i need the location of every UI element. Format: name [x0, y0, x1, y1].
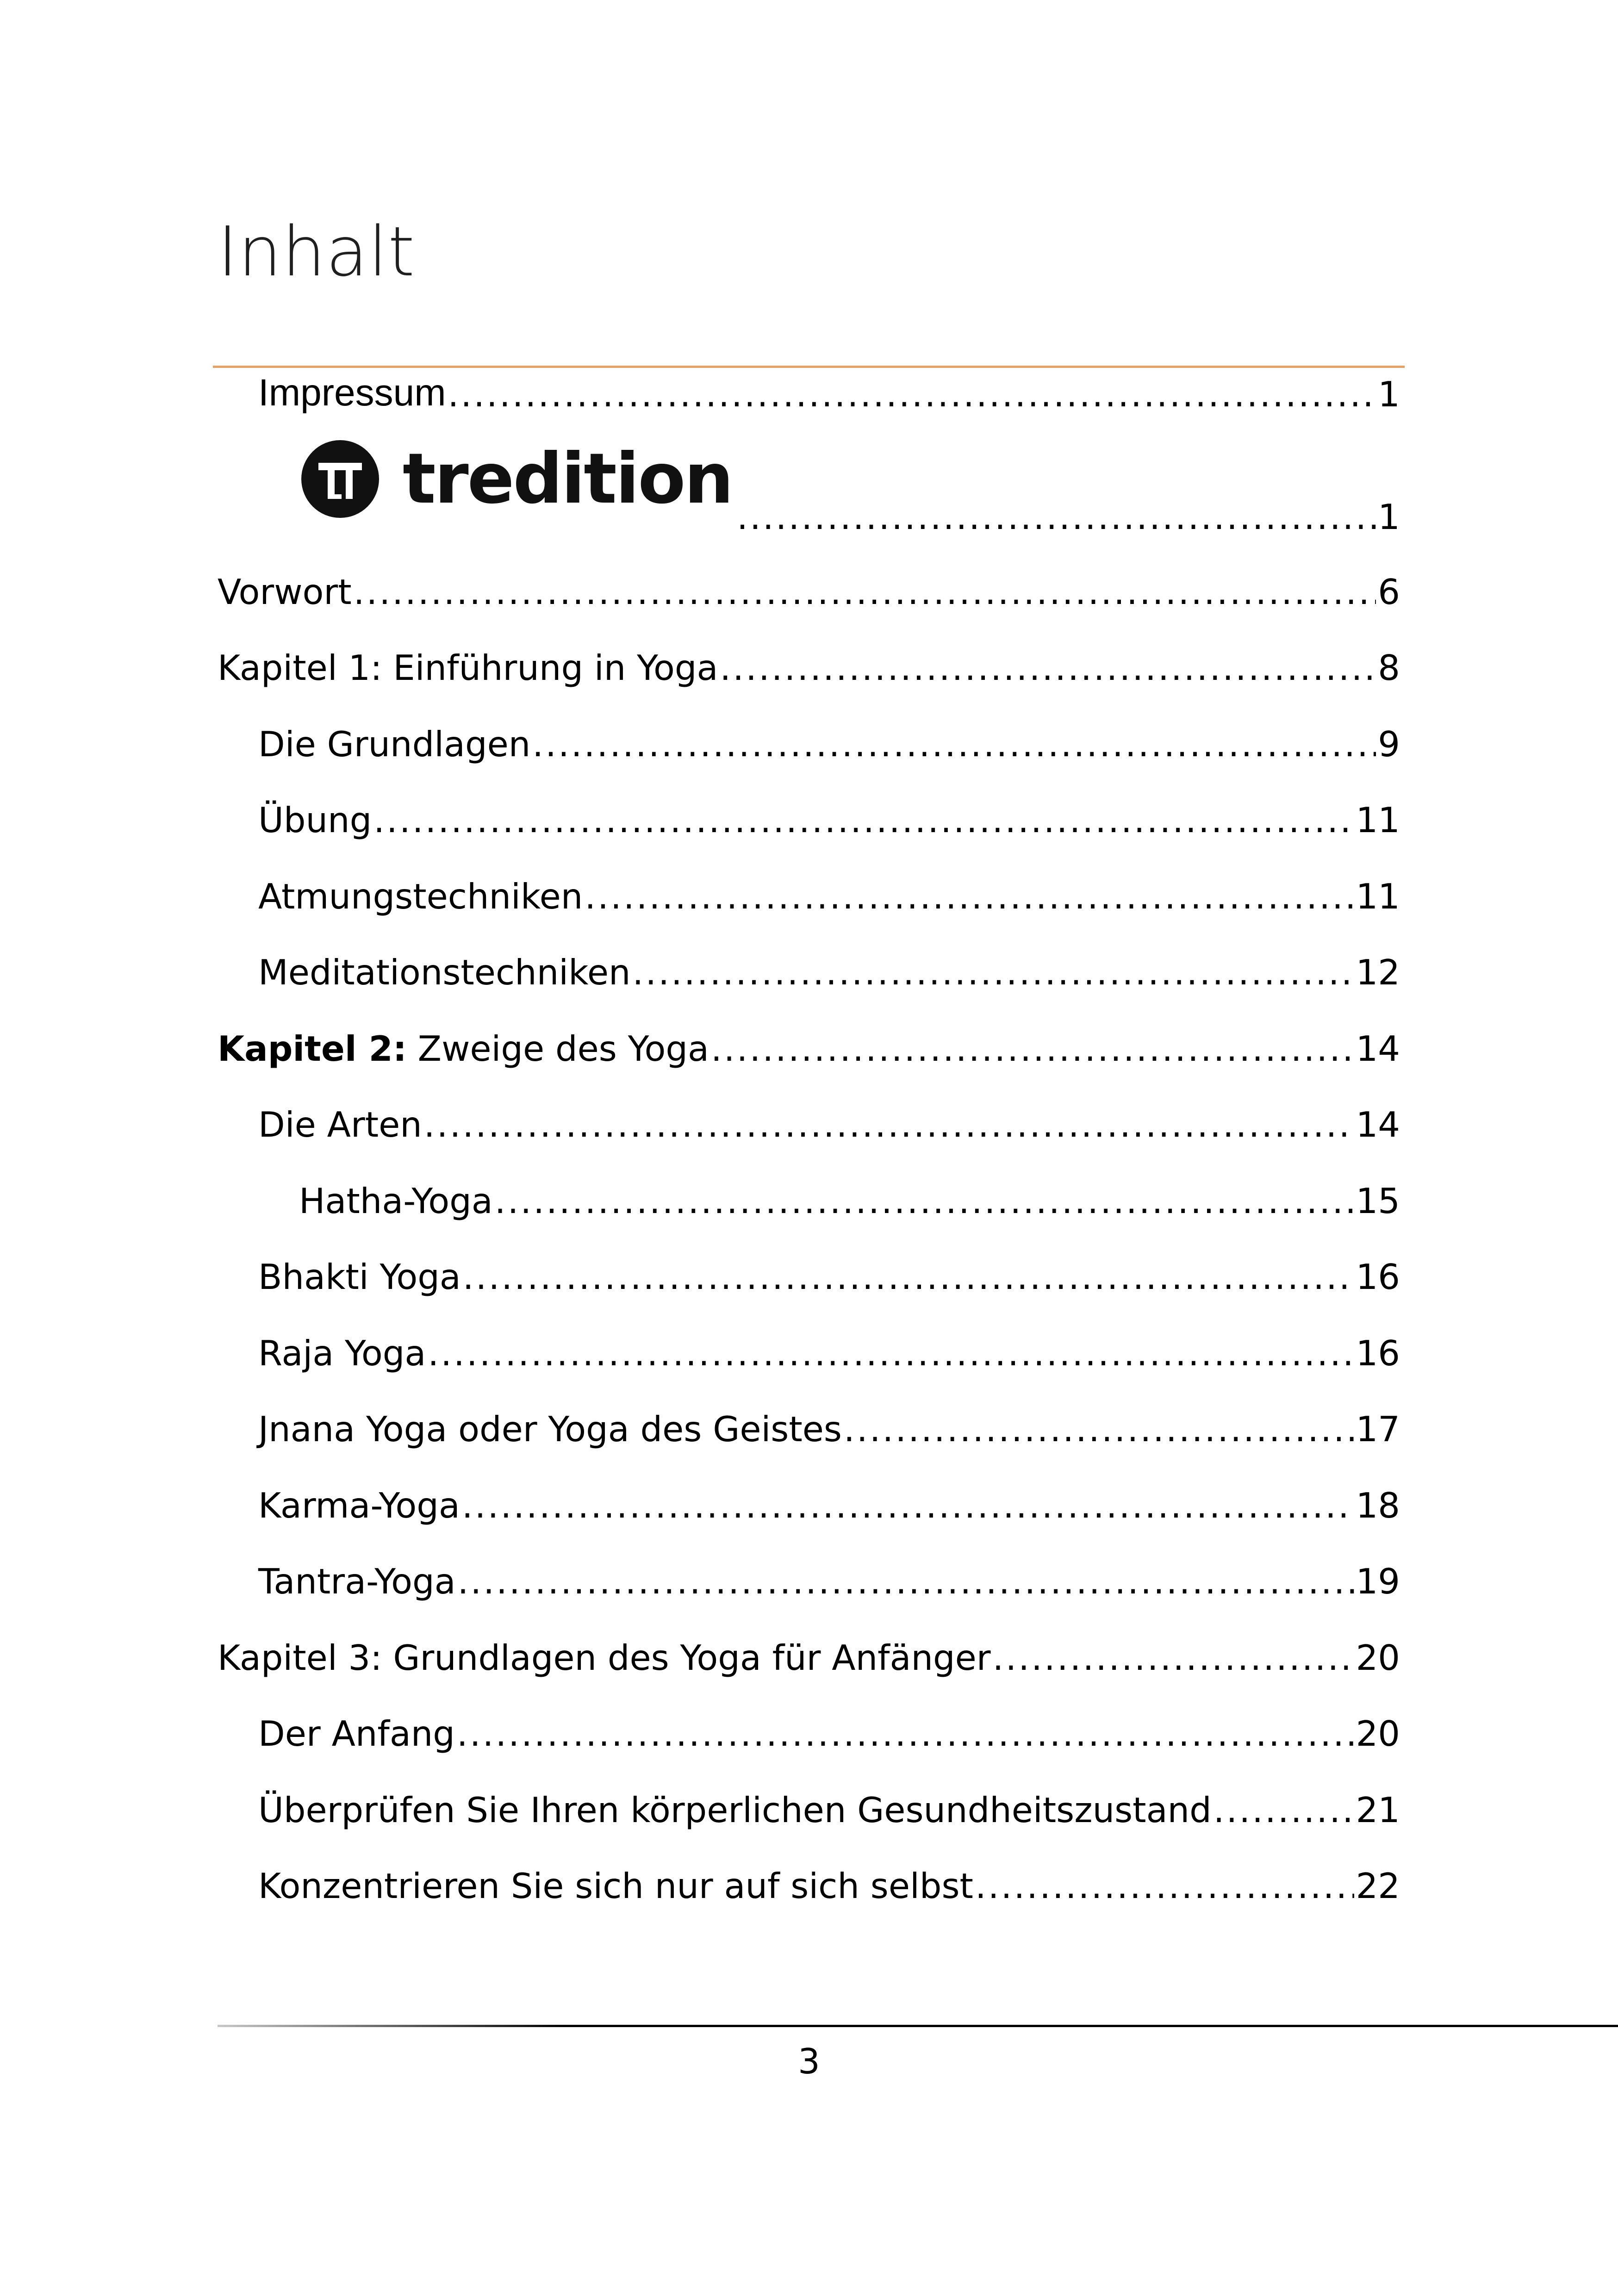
toc-entry-page: 14	[1356, 1028, 1400, 1069]
toc-leader-dots	[720, 651, 1376, 685]
toc-entry-impressum[interactable]	[258, 356, 1400, 415]
toc-entry-page: 22	[1356, 1866, 1400, 1906]
toc-entry-label: Karma-Yoga	[258, 1485, 460, 1526]
toc-entry-label: Übung	[258, 800, 372, 840]
toc-entry-label: Raja Yoga	[258, 1333, 426, 1374]
toc-leader-dots	[458, 1564, 1354, 1599]
toc-entry-kapitel-2[interactable]	[218, 1011, 1400, 1069]
toc-leader-dots	[354, 575, 1376, 610]
toc-entry-label: Konzentrieren Sie sich nur auf sich selbst	[258, 1866, 973, 1906]
toc-entry-label: Atmungstechniken	[258, 876, 583, 917]
toc-entry-raja-yoga[interactable]	[258, 1315, 1400, 1374]
toc-entry-label: Kapitel 3: Grundlagen des Yoga für Anfänger	[218, 1637, 991, 1678]
tredition-logo	[301, 437, 732, 521]
toc-entry-uebung[interactable]	[258, 782, 1400, 838]
toc-entry-kapitel-1[interactable]	[218, 630, 1400, 688]
toc-entry-label: Hatha-Yoga	[299, 1181, 493, 1221]
toc-entry-page: 1	[1378, 497, 1400, 537]
toc-leader-dots	[373, 803, 1354, 838]
toc-entry-label: Der Anfang	[258, 1713, 455, 1754]
toc-leader-dots	[428, 1336, 1354, 1371]
toc-leader-dots	[737, 500, 1378, 535]
toc-entry-gesundheitszustand[interactable]	[258, 1772, 1400, 1828]
toc-entry-page: 8	[1378, 647, 1400, 688]
toc-entry-page: 15	[1356, 1181, 1400, 1221]
toc-entry-die-arten[interactable]	[258, 1087, 1400, 1145]
page-number: 3	[798, 2041, 820, 2082]
toc-entry-karma-yoga[interactable]	[258, 1468, 1400, 1526]
toc-entry-tantra-yoga[interactable]	[258, 1543, 1400, 1602]
tredition-logo-icon	[301, 440, 380, 518]
toc-entry-page: 16	[1356, 1333, 1400, 1374]
toc-entry-label	[218, 1028, 709, 1069]
toc-entry-label: Überprüfen Sie Ihren körperlichen Gesundheitszustand	[258, 1790, 1212, 1830]
toc-entry-label: Vorwort	[218, 572, 352, 612]
toc-leader-dots	[585, 879, 1354, 914]
toc-leader-dots	[711, 1032, 1354, 1066]
toc-entry-page: 17	[1356, 1409, 1400, 1450]
toc-entry-page: 18	[1356, 1485, 1400, 1526]
toc-entry-label: Bhakti Yoga	[258, 1257, 461, 1297]
toc-entry-label: Jnana Yoga oder Yoga des Geistes	[258, 1409, 842, 1450]
toc-leader-dots	[495, 1184, 1354, 1219]
toc-entry-page: 20	[1356, 1637, 1400, 1678]
toc-entry-page: 6	[1378, 572, 1400, 612]
toc-entry-konzentrieren[interactable]	[258, 1848, 1400, 1904]
toc-entry-page: 11	[1356, 800, 1400, 840]
toc-entry-kapitel-3[interactable]	[218, 1620, 1400, 1678]
toc-entry-jnana-yoga[interactable]	[258, 1391, 1400, 1450]
toc-entry-vorwort[interactable]	[218, 554, 1400, 610]
toc-leader-dots	[424, 1108, 1354, 1142]
toc-entry-page: 14	[1356, 1104, 1400, 1145]
toc-entry-die-grundlagen[interactable]	[258, 706, 1400, 765]
toc-entry-label: Die Arten	[258, 1104, 422, 1145]
toc-entry-label-rest: Zweige des Yoga	[406, 1028, 709, 1069]
footer-divider	[218, 2025, 1618, 2027]
toc-entry-atmungstechniken[interactable]	[258, 859, 1400, 917]
toc-leader-dots	[633, 955, 1354, 990]
toc-entry-label: Tantra-Yoga	[258, 1561, 456, 1602]
toc-entry-page: 12	[1356, 952, 1400, 993]
toc-leader-dots	[993, 1641, 1354, 1675]
toc-entry-label: Impressum	[258, 372, 446, 414]
toc-entry-page: 21	[1356, 1790, 1400, 1830]
toc-leader-dots	[463, 1260, 1354, 1294]
toc-entry-meditationstechniken[interactable]	[258, 934, 1400, 993]
toc-entry-page: 19	[1356, 1561, 1400, 1602]
toc-entry-page: 1	[1378, 374, 1400, 415]
toc-entry-label: Kapitel 1: Einführung in Yoga	[218, 647, 718, 688]
toc-leader-dots	[1214, 1793, 1354, 1828]
toc-entry-hatha-yoga[interactable]	[299, 1163, 1400, 1219]
toc-entry-der-anfang[interactable]	[258, 1696, 1400, 1754]
toc-leader-dots	[462, 1488, 1354, 1523]
toc-entry-logo[interactable]	[301, 439, 1400, 537]
toc-entry-bhakti-yoga[interactable]	[258, 1239, 1400, 1297]
toc-leader-dots	[532, 727, 1376, 762]
toc-entry-page: 20	[1356, 1713, 1400, 1754]
page-title: Inhalt	[218, 212, 416, 292]
toc-entry-label: Meditationstechniken	[258, 952, 631, 993]
toc-entry-label-bold: Kapitel 2:	[218, 1028, 407, 1069]
toc-leader-dots	[457, 1717, 1354, 1751]
toc-leader-dots	[448, 377, 1376, 412]
toc-entry-page: 16	[1356, 1257, 1400, 1297]
toc-entry-page: 11	[1356, 876, 1400, 917]
toc-entry-label: Die Grundlagen	[258, 724, 531, 765]
toc-leader-dots	[975, 1869, 1354, 1904]
toc-entry-page: 9	[1378, 724, 1400, 765]
toc-leader-dots	[844, 1412, 1354, 1447]
tredition-wordmark: tredition	[403, 439, 733, 519]
